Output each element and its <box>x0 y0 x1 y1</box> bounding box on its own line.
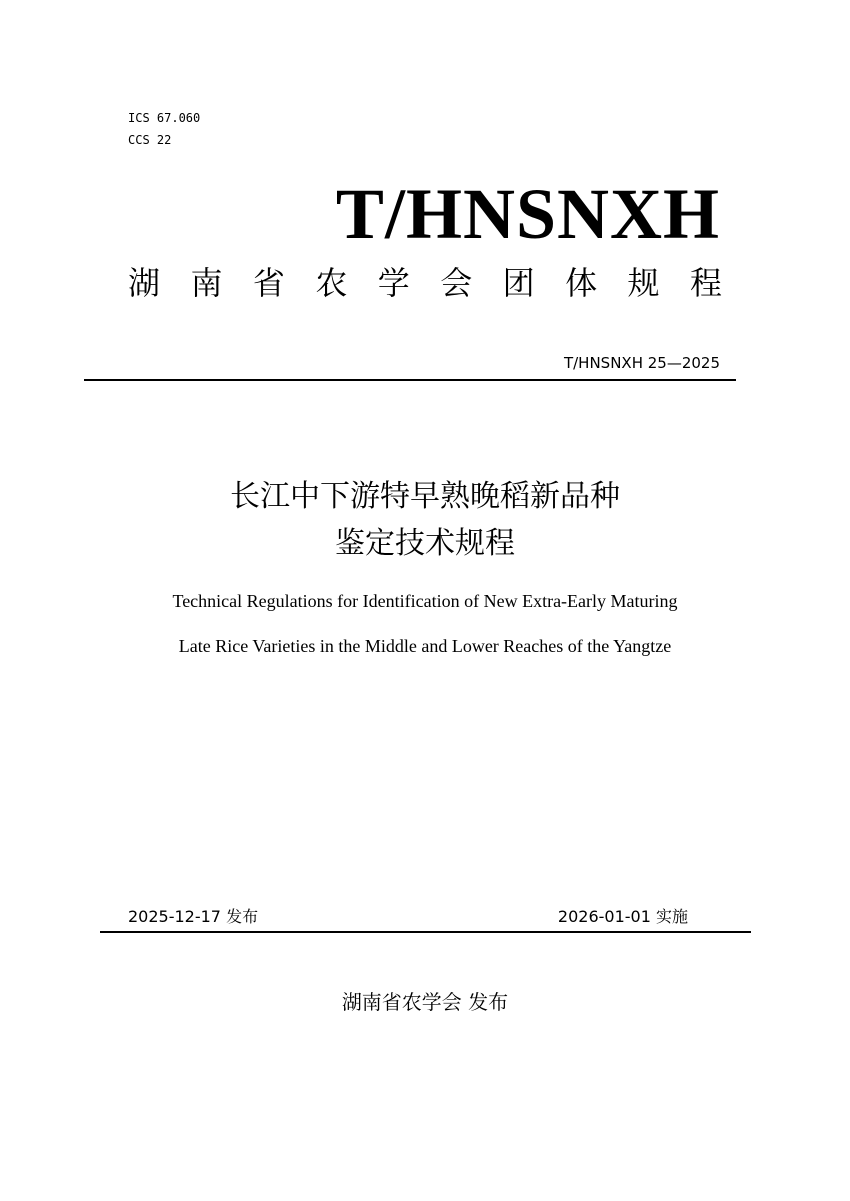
header-divider <box>84 379 736 381</box>
document-title-en-line2: Late Rice Varieties in the Middle and Lower Reaches of the Yangtze <box>178 636 672 656</box>
org-title-char: 南 <box>190 264 223 302</box>
org-title-char: 程 <box>689 264 722 302</box>
org-title-char: 会 <box>440 264 473 302</box>
document-title-en-line1: Technical Regulations for Identification of New Extra-Early Maturing <box>172 591 678 611</box>
org-title-char: 湖 <box>128 264 161 302</box>
standard-code-logo: T/HNSNXH <box>335 174 720 254</box>
org-title-char: 农 <box>315 264 348 302</box>
document-title-cn-line2: 鉴定技术规程 <box>335 526 515 561</box>
document-title-cn-line1: 长江中下游特早熟晚稻新品种 <box>230 479 620 514</box>
org-title-char: 体 <box>565 264 598 302</box>
release-date: 2025-12-17 发布 <box>128 907 259 926</box>
org-title-char: 省 <box>252 264 285 302</box>
ccs-code: CCS 22 <box>128 133 172 147</box>
footer-divider <box>100 931 751 933</box>
org-title-char: 团 <box>502 264 535 302</box>
standard-number: T/HNSNXH 25—2025 <box>563 354 720 372</box>
org-title-char: 学 <box>377 264 410 302</box>
ics-code: ICS 67.060 <box>128 111 201 125</box>
organization-title <box>128 259 722 307</box>
org-title-char: 规 <box>627 264 660 302</box>
implementation-date: 2026-01-01 实施 <box>557 907 688 926</box>
publisher: 湖南省农学会 发布 <box>341 990 509 1014</box>
